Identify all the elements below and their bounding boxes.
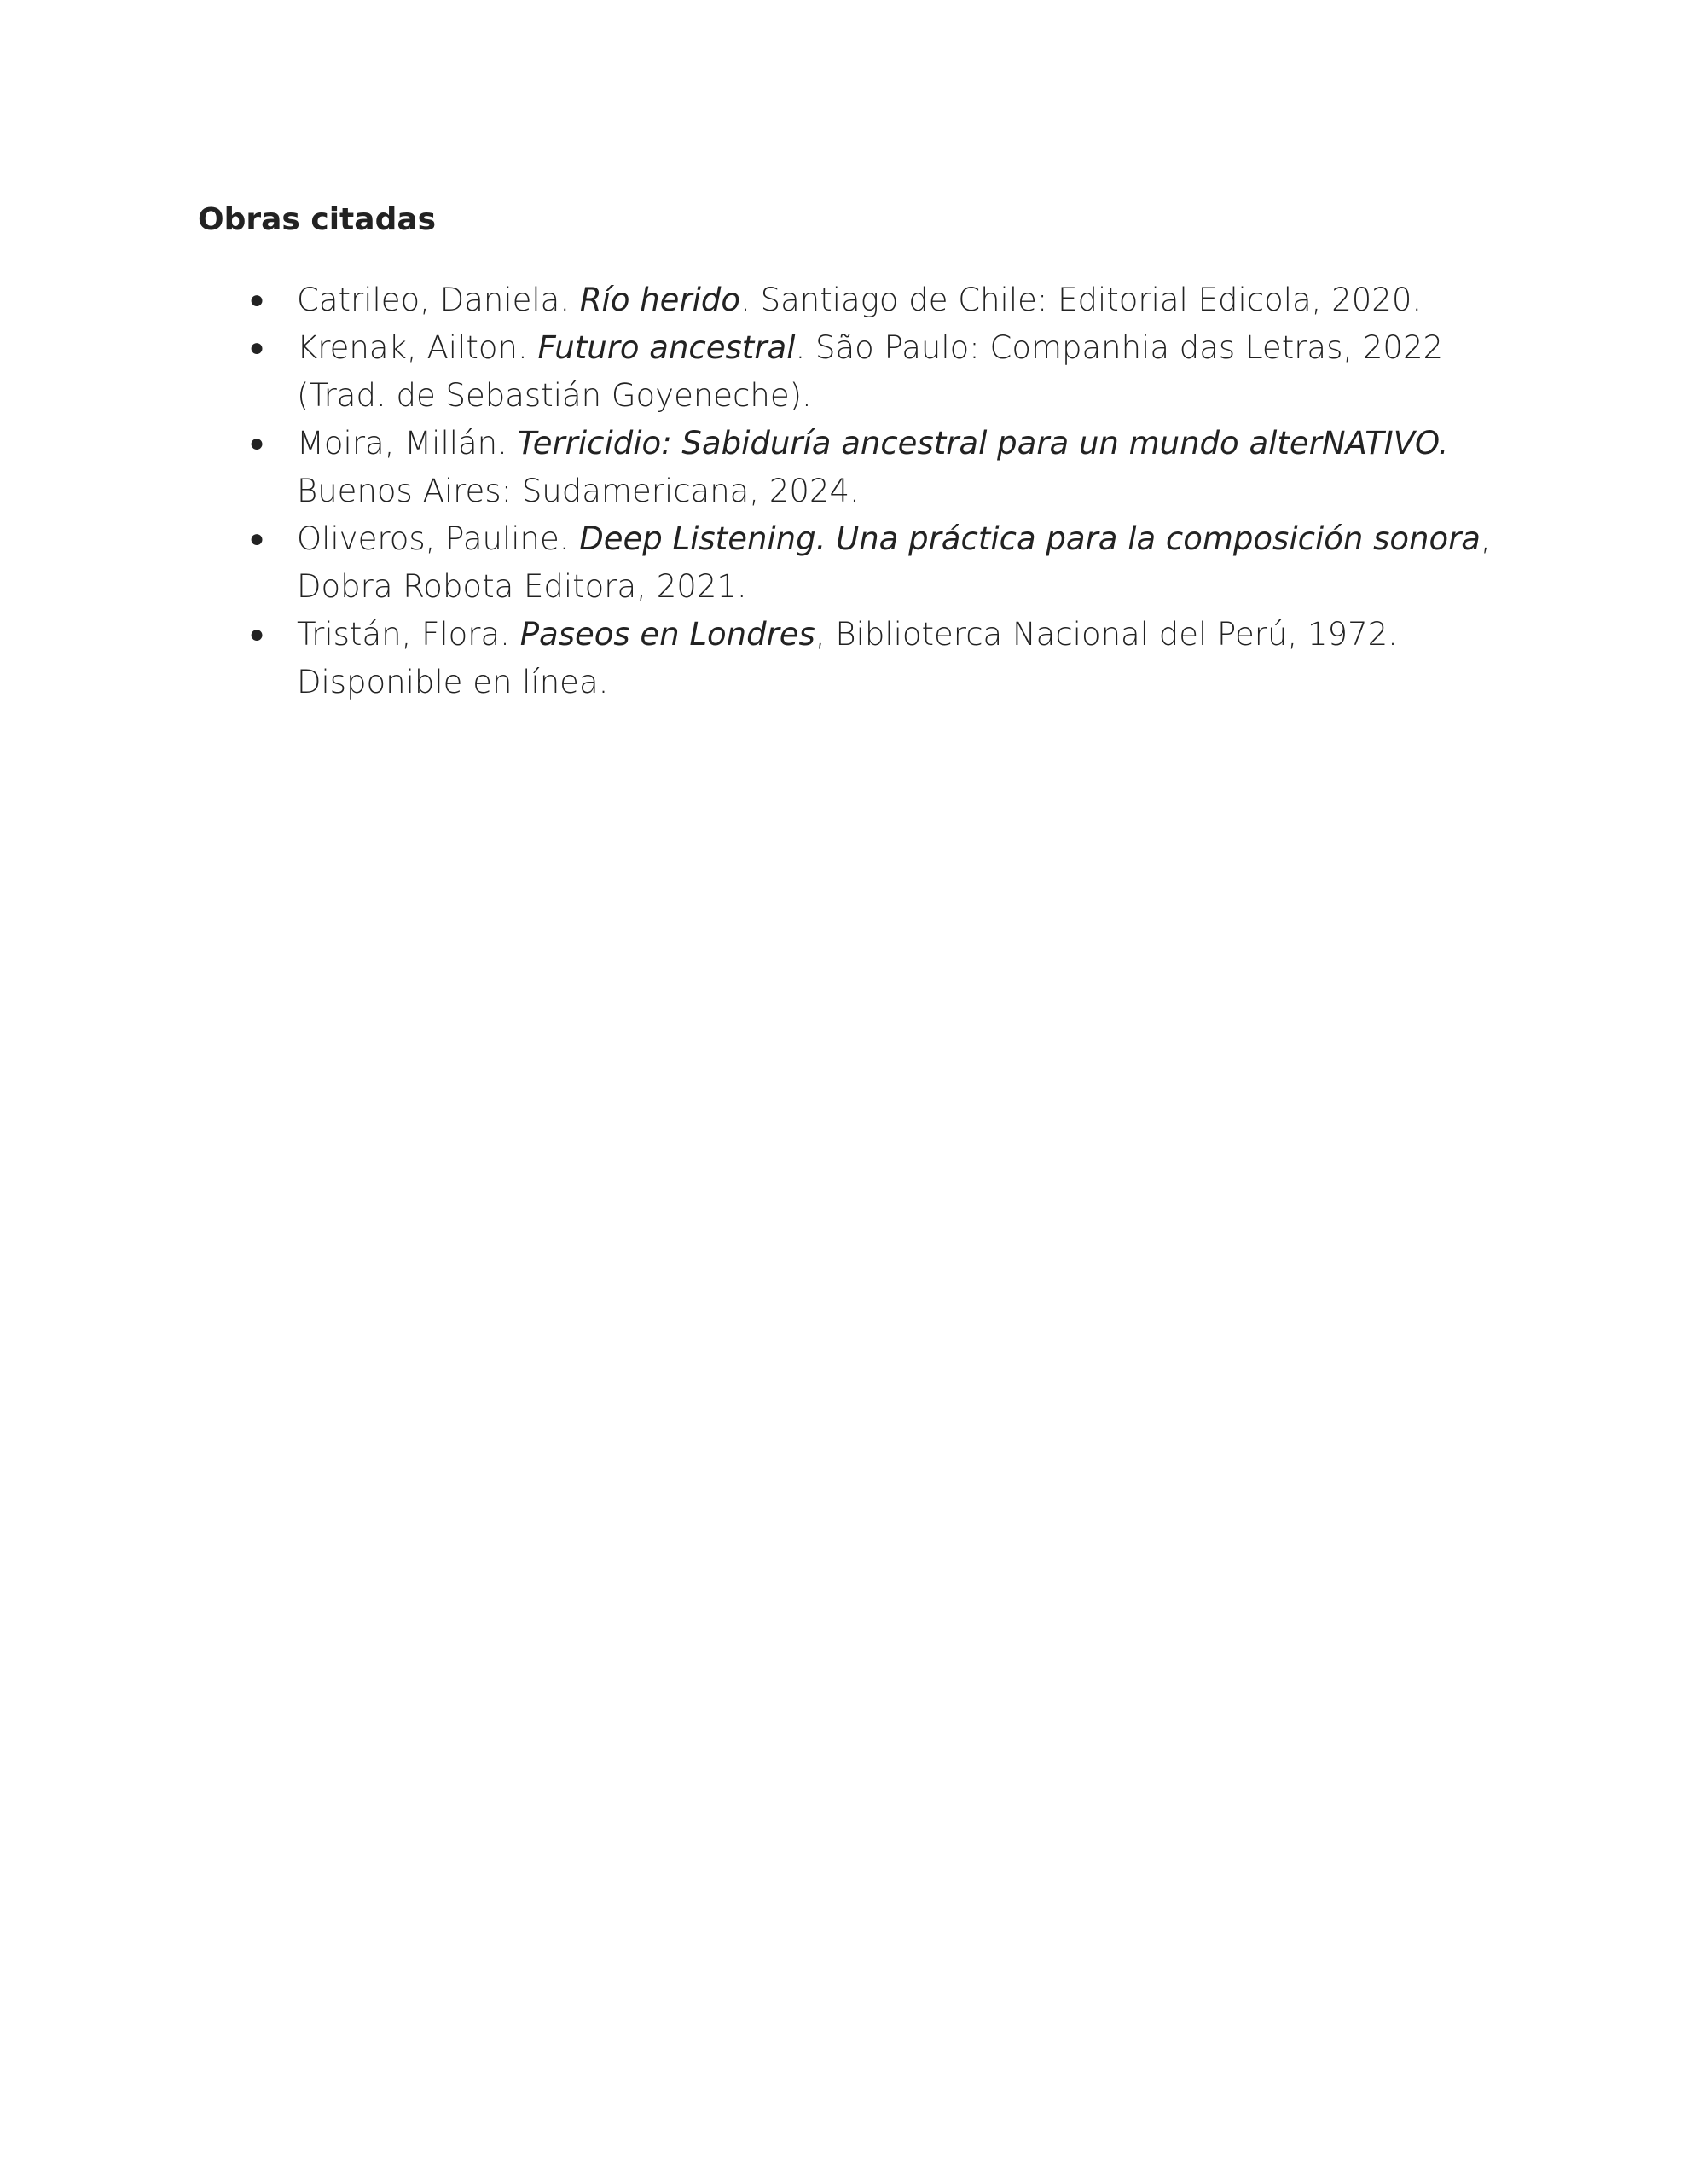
reference-title: Terricidio: Sabiduría ancestral para un mundo alterNATIVO.	[517, 425, 1449, 462]
bullet-icon: ●	[249, 524, 265, 554]
reference-title: Paseos en Londres	[519, 616, 815, 653]
references-list	[198, 276, 1511, 706]
reference-details: . Santiago de Chile: Editorial Edicola, 2020.	[740, 282, 1423, 318]
reference-title: Deep Listening. Una práctica para la composición sonora	[579, 520, 1481, 557]
reference-details: . São Paulo: Companhia das Letras, 2022 (Trad. de Sebastián Goyeneche).	[297, 329, 1444, 414]
reference-title: Futuro ancestral	[537, 329, 796, 366]
reference-author: Oliveros, Pauline.	[297, 520, 580, 557]
reference-item	[198, 611, 1511, 706]
reference-details: , Biblioterca Nacional del Perú, 1972. Disponible en línea.	[297, 616, 1398, 700]
reference-author: Krenak, Ailton.	[297, 329, 538, 366]
reference-details: , Dobra Robota Editora, 2021.	[297, 520, 1491, 605]
bullet-icon: ●	[249, 428, 265, 458]
reference-item	[198, 515, 1511, 611]
reference-details: Buenos Aires: Sudamericana, 2024.	[297, 473, 860, 509]
reference-author: Moira, Millán.	[297, 425, 518, 462]
reference-item	[198, 420, 1511, 515]
bullet-icon: ●	[249, 619, 265, 649]
section-heading: Obras citadas	[198, 202, 437, 237]
reference-item	[198, 324, 1511, 420]
reference-item	[198, 276, 1511, 324]
reference-author: Tristán, Flora.	[297, 616, 520, 653]
bullet-icon: ●	[249, 333, 265, 363]
bullet-icon: ●	[249, 285, 265, 315]
reference-author: Catrileo, Daniela.	[297, 282, 580, 318]
reference-title: Río herido	[579, 282, 741, 318]
